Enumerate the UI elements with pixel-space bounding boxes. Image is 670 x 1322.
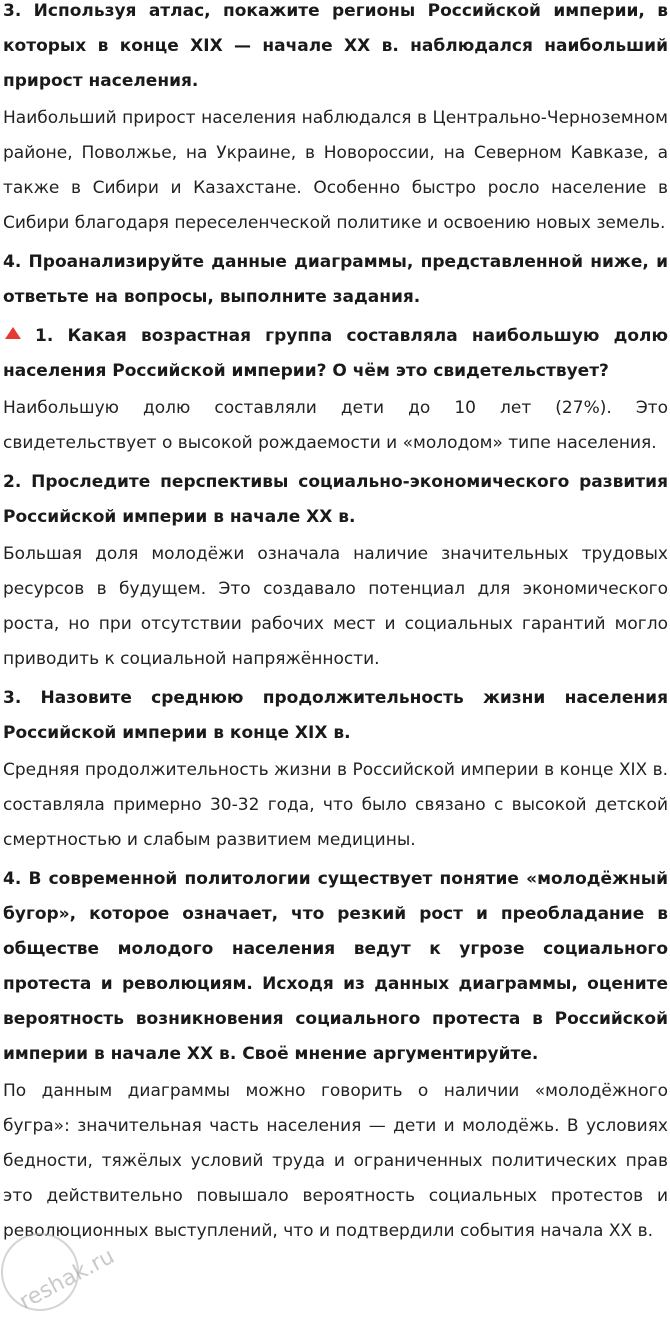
answer-4-youth-bulge: По данным диаграммы можно говорить о наличии «молодёжного бугра»: значительная часть населения — дети и молодёжь. В условиях бедности, тяжёлых условий труда и ограниченных политических прав это действительно повышало вероятность социальных протестов и революционных выступлений, что и подтвердили события начала XX в. bbox=[3, 1081, 668, 1241]
red-triangle-icon bbox=[5, 327, 21, 339]
question-4-diagram: 4. Проанализируйте данные диаграммы, представленной ниже, и ответьте на вопросы, выполните задания. bbox=[3, 252, 668, 307]
answer-3-atlas: Наибольший прирост населения наблюдался в Центрально-Черноземном районе, Поволжье, на Украине, в Новороссии, на Северном Кавказе, а также в Сибири и Казахстане. Особенно быстро росло население в Сибири благодаря переселенческой политике и освоению новых земель. bbox=[3, 108, 668, 233]
subquestion-1-text: 1. Какая возрастная группа составляла наибольшую долю населения Российской империи? О чём это свидетельствует? bbox=[3, 326, 668, 381]
subquestion-3-life-expectancy: 3. Назовите среднюю продолжительность жизни населения Российской империи в конце XIX в. bbox=[3, 688, 668, 743]
answer-1-age-group: Наибольшую долю составляли дети до 10 лет (27%). Это свидетельствует о высокой рождаемости и «молодом» типе населения. bbox=[3, 398, 668, 453]
subquestion-2-prospects: 2. Проследите перспективы социально-экономического развития Российской империи в начале XX в. bbox=[3, 472, 668, 527]
answer-3-life-expectancy: Средняя продолжительность жизни в Российской империи в конце XIX в. составляла примерно 30-32 года, что было связано с высокой детской смертностью и слабым развитием медицины. bbox=[3, 760, 668, 850]
question-3-atlas: 3. Используя атлас, покажите регионы Российской империи, в которых в конце XIX — начале XX в. наблюдался наибольший прирост населения. bbox=[3, 1, 668, 91]
watermark-text: reshak.ru bbox=[15, 1243, 119, 1315]
subquestion-4-youth-bulge: 4. В современной политологии существует понятие «молодёжный бугор», которое означает, что резкий рост и преобладание в обществе молодого населения ведут к угрозе социального протеста и революциям. Исходя из данных диаграммы, оцените вероятность возникновения социального протеста в Российской империи в начале XX в. Своё мнение аргументируйте. bbox=[3, 869, 668, 1064]
subquestion-1-age-group bbox=[3, 319, 668, 389]
answer-2-prospects: Большая доля молодёжи означала наличие значительных трудовых ресурсов в будущем. Это создавало потенциал для экономического роста, но при отсутствии рабочих мест и социальных гарантий могло приводить к социальной напряжённости. bbox=[3, 544, 668, 669]
